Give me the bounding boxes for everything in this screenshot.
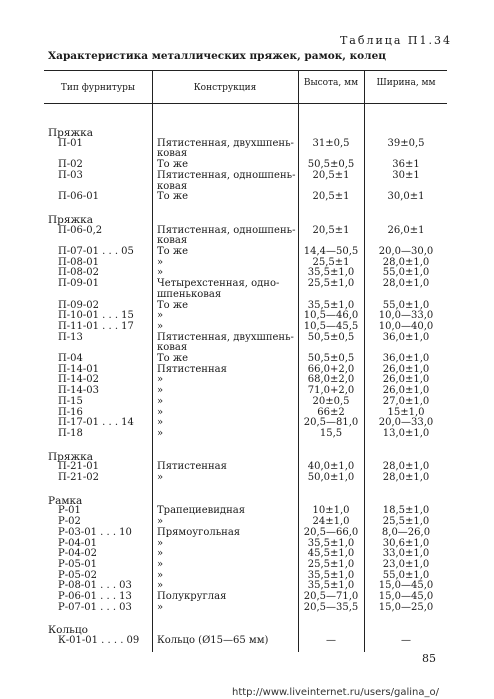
row-construction: ковая	[157, 342, 188, 354]
row-type: П-13	[58, 331, 83, 343]
row-height: 20,5—66,0	[303, 526, 359, 538]
row-height: 24±1,0	[312, 516, 350, 528]
row-type: П-18	[58, 427, 83, 439]
row-height: 50,5±0,5	[307, 353, 355, 364]
row-height: 50,5±0,5	[307, 159, 355, 171]
row-type: Р-07-01 . . . 03	[58, 601, 132, 613]
row-type: П-04	[58, 353, 83, 364]
section-heading: Кольцо	[48, 624, 88, 637]
row-height: 20,5—35,5	[303, 601, 359, 613]
row-construction: То же	[157, 159, 188, 171]
row-construction: Прямоугольная	[157, 526, 241, 538]
row-height: 31±0,5	[312, 137, 350, 149]
section-heading: Пряжка	[48, 450, 93, 463]
row-width: 18,5±1,0	[382, 505, 430, 517]
row-width: 39±0,5	[387, 137, 425, 149]
row-width: —	[401, 635, 411, 647]
row-construction: Пятистенная, одношпень-	[157, 169, 296, 181]
row-construction: »	[157, 580, 164, 592]
row-construction: шпеньковая	[157, 288, 222, 300]
row-construction: »	[157, 537, 164, 549]
row-height: 35,5±1,0	[307, 299, 355, 311]
row-construction: »	[157, 395, 164, 407]
row-construction: »	[157, 385, 164, 397]
row-type: Р-03-01 . . . 10	[58, 526, 132, 538]
row-construction: ковая	[157, 148, 188, 160]
row-type: Р-04-01	[58, 537, 97, 549]
row-width: 26,0±1	[387, 224, 425, 236]
section-heading: Пряжка	[48, 127, 93, 139]
footer-url: http://www.liveinternet.ru/users/galina_o/	[232, 687, 439, 698]
row-height: 66,0+2,0	[307, 363, 355, 375]
row-type: П-03	[58, 169, 83, 181]
row-type: П-07-01 . . . 05	[58, 246, 134, 257]
row-type: П-21-01	[58, 461, 99, 473]
row-height: 15,5	[319, 427, 343, 439]
row-height: 45,5±1,0	[307, 548, 355, 560]
header-construction: Конструкция	[193, 83, 257, 93]
row-construction: ковая	[157, 235, 188, 247]
section-heading: Рамка	[48, 494, 83, 507]
row-type: П-21-02	[58, 472, 99, 483]
row-width: 30±1	[392, 169, 420, 181]
row-width: 23,0±1,0	[382, 558, 430, 570]
row-height: 50,0±1,0	[307, 472, 355, 483]
row-width: 28,0±1,0	[382, 256, 430, 268]
row-height: 35,5±1,0	[307, 569, 355, 581]
row-width: 15,0—45,0	[378, 580, 434, 592]
row-type: Р-02	[58, 516, 81, 528]
section-heading: Пряжка	[48, 213, 93, 226]
row-type: П-17-01 . . . 14	[58, 417, 134, 429]
row-construction: Полукруглая	[157, 591, 227, 602]
row-width: 36±1	[392, 159, 420, 171]
row-construction: »	[157, 374, 164, 386]
row-height: 20,5±1	[312, 224, 350, 236]
row-type: Р-05-02	[58, 569, 97, 581]
row-width: 36,0±1,0	[382, 331, 430, 343]
header-height: Высота, мм	[303, 78, 359, 88]
row-construction: Пятистенная	[157, 461, 227, 473]
row-type: П-15	[58, 395, 83, 407]
row-construction: »	[157, 417, 164, 429]
row-type: Р-05-01	[58, 558, 97, 570]
row-height: 20,5±1	[312, 191, 350, 203]
row-height: 10±1,0	[312, 505, 350, 517]
row-construction: Четырехстенная, одно-	[157, 278, 280, 290]
row-construction: ковая	[157, 180, 188, 192]
row-width: 36,0±1,0	[382, 353, 430, 364]
row-construction: Пятистенная, двухшпень-	[157, 331, 294, 343]
row-type: П-09-01	[58, 278, 99, 290]
header-type: Тип фурнитуры	[60, 83, 136, 93]
row-width: 25,5±1,0	[382, 516, 430, 528]
row-width: 26,0±1,0	[382, 374, 430, 386]
row-width: 55,0±1,0	[382, 569, 430, 581]
row-width: 20,0—33,0	[378, 417, 434, 429]
row-construction: Кольцо (Ø15—65 мм)	[157, 635, 269, 647]
row-width: 28,0±1,0	[382, 472, 430, 483]
row-construction: То же	[157, 353, 188, 364]
row-width: 8,0—26,0	[381, 526, 431, 538]
row-type: П-01	[58, 137, 83, 149]
row-height: 14,4—50,5	[303, 246, 359, 257]
row-width: 55,0±1,0	[382, 299, 430, 311]
row-height: 71,0+2,0	[307, 385, 355, 397]
row-construction: То же	[157, 246, 188, 257]
row-height: 50,5±0,5	[307, 331, 355, 343]
row-width: 13,0±1,0	[382, 427, 430, 439]
column-divider	[152, 70, 153, 652]
row-construction: »	[157, 427, 164, 439]
row-type: П-09-02	[58, 299, 99, 311]
row-height: 35,5±1,0	[307, 267, 355, 279]
row-height: 10,5—45,5	[303, 320, 359, 332]
row-construction: То же	[157, 299, 188, 311]
row-height: 20,5±1	[312, 169, 350, 181]
row-construction: »	[157, 310, 164, 322]
row-height: 25,5±1,0	[307, 558, 355, 570]
column-divider	[364, 70, 365, 652]
row-height: 10,5—46,0	[303, 310, 359, 322]
row-type: П-08-02	[58, 267, 99, 279]
row-height: 35,5±1,0	[307, 580, 355, 592]
row-construction: »	[157, 267, 164, 279]
row-construction: То же	[157, 191, 188, 203]
table-label: Таблица П1.34	[339, 34, 452, 47]
row-height: 40,0±1,0	[307, 461, 355, 473]
row-height: 66±2	[317, 406, 345, 418]
row-width: 30,6±1,0	[382, 537, 430, 549]
row-width: 33,0±1,0	[382, 548, 430, 560]
row-height: 20,5—71,0	[303, 591, 359, 602]
row-height: 68,0±2,0	[307, 374, 355, 386]
row-type: П-08-01	[58, 256, 99, 268]
row-type: Р-08-01 . . . 03	[58, 580, 132, 592]
row-type: К-01-01 . . . . 09	[58, 635, 140, 647]
column-divider	[298, 70, 299, 652]
row-type: Р-01	[58, 505, 81, 517]
row-type: П-16	[58, 406, 83, 418]
row-construction: »	[157, 406, 164, 418]
row-type: Р-06-01 . . . 13	[58, 591, 132, 602]
row-width: 26,0±1,0	[382, 385, 430, 397]
row-type: П-02	[58, 159, 83, 171]
table-top-rule	[44, 70, 447, 71]
row-construction: »	[157, 516, 164, 528]
row-height: 35,5±1,0	[307, 537, 355, 549]
row-height: 25,5±1,0	[307, 278, 355, 290]
row-construction: »	[157, 569, 164, 581]
row-height: —	[326, 635, 336, 647]
row-construction: Пятистенная, двухшпень-	[157, 137, 294, 149]
row-height: 25,5±1	[312, 256, 350, 268]
row-height: 20,5—81,0	[303, 417, 359, 429]
row-width: 26,0±1,0	[382, 363, 430, 375]
row-width: 30,0±1	[387, 191, 425, 203]
row-type: П-14-01	[58, 363, 99, 375]
row-height: 20±0,5	[312, 395, 350, 407]
header-rule	[44, 103, 447, 104]
row-construction: »	[157, 320, 164, 332]
row-construction: »	[157, 472, 164, 483]
row-width: 15±1,0	[387, 406, 425, 418]
row-construction: Пятистенная, одношпень-	[157, 224, 296, 236]
row-construction: Трапециевидная	[157, 505, 246, 517]
row-width: 28,0±1,0	[382, 461, 430, 473]
row-width: 28,0±1,0	[382, 278, 430, 290]
row-construction: »	[157, 256, 164, 268]
row-construction: »	[157, 601, 164, 613]
page-number: 85	[422, 652, 436, 665]
row-width: 10,0—33,0	[378, 310, 434, 322]
table-caption: Характеристика металлических пряжек, рамок, колец	[48, 50, 387, 62]
row-type: П-14-03	[58, 385, 99, 397]
row-width: 55,0±1,0	[382, 267, 430, 279]
row-construction: »	[157, 558, 164, 570]
row-width: 15,0—45,0	[378, 591, 434, 602]
row-type: П-10-01 . . . 15	[58, 310, 134, 322]
row-type: Р-04-02	[58, 548, 97, 560]
row-width: 10,0—40,0	[378, 320, 434, 332]
row-width: 15,0—25,0	[378, 601, 434, 613]
row-construction: »	[157, 548, 164, 560]
row-width: 20,0—30,0	[378, 246, 434, 257]
data-table	[44, 70, 447, 652]
row-type: П-14-02	[58, 374, 99, 386]
row-width: 27,0±1,0	[382, 395, 430, 407]
header-width: Ширина, мм	[376, 78, 436, 88]
row-type: П-06-0,2	[58, 224, 103, 236]
row-type: П-11-01 . . . 17	[58, 320, 134, 332]
row-construction: Пятистенная	[157, 363, 227, 375]
row-type: П-06-01	[58, 191, 99, 203]
